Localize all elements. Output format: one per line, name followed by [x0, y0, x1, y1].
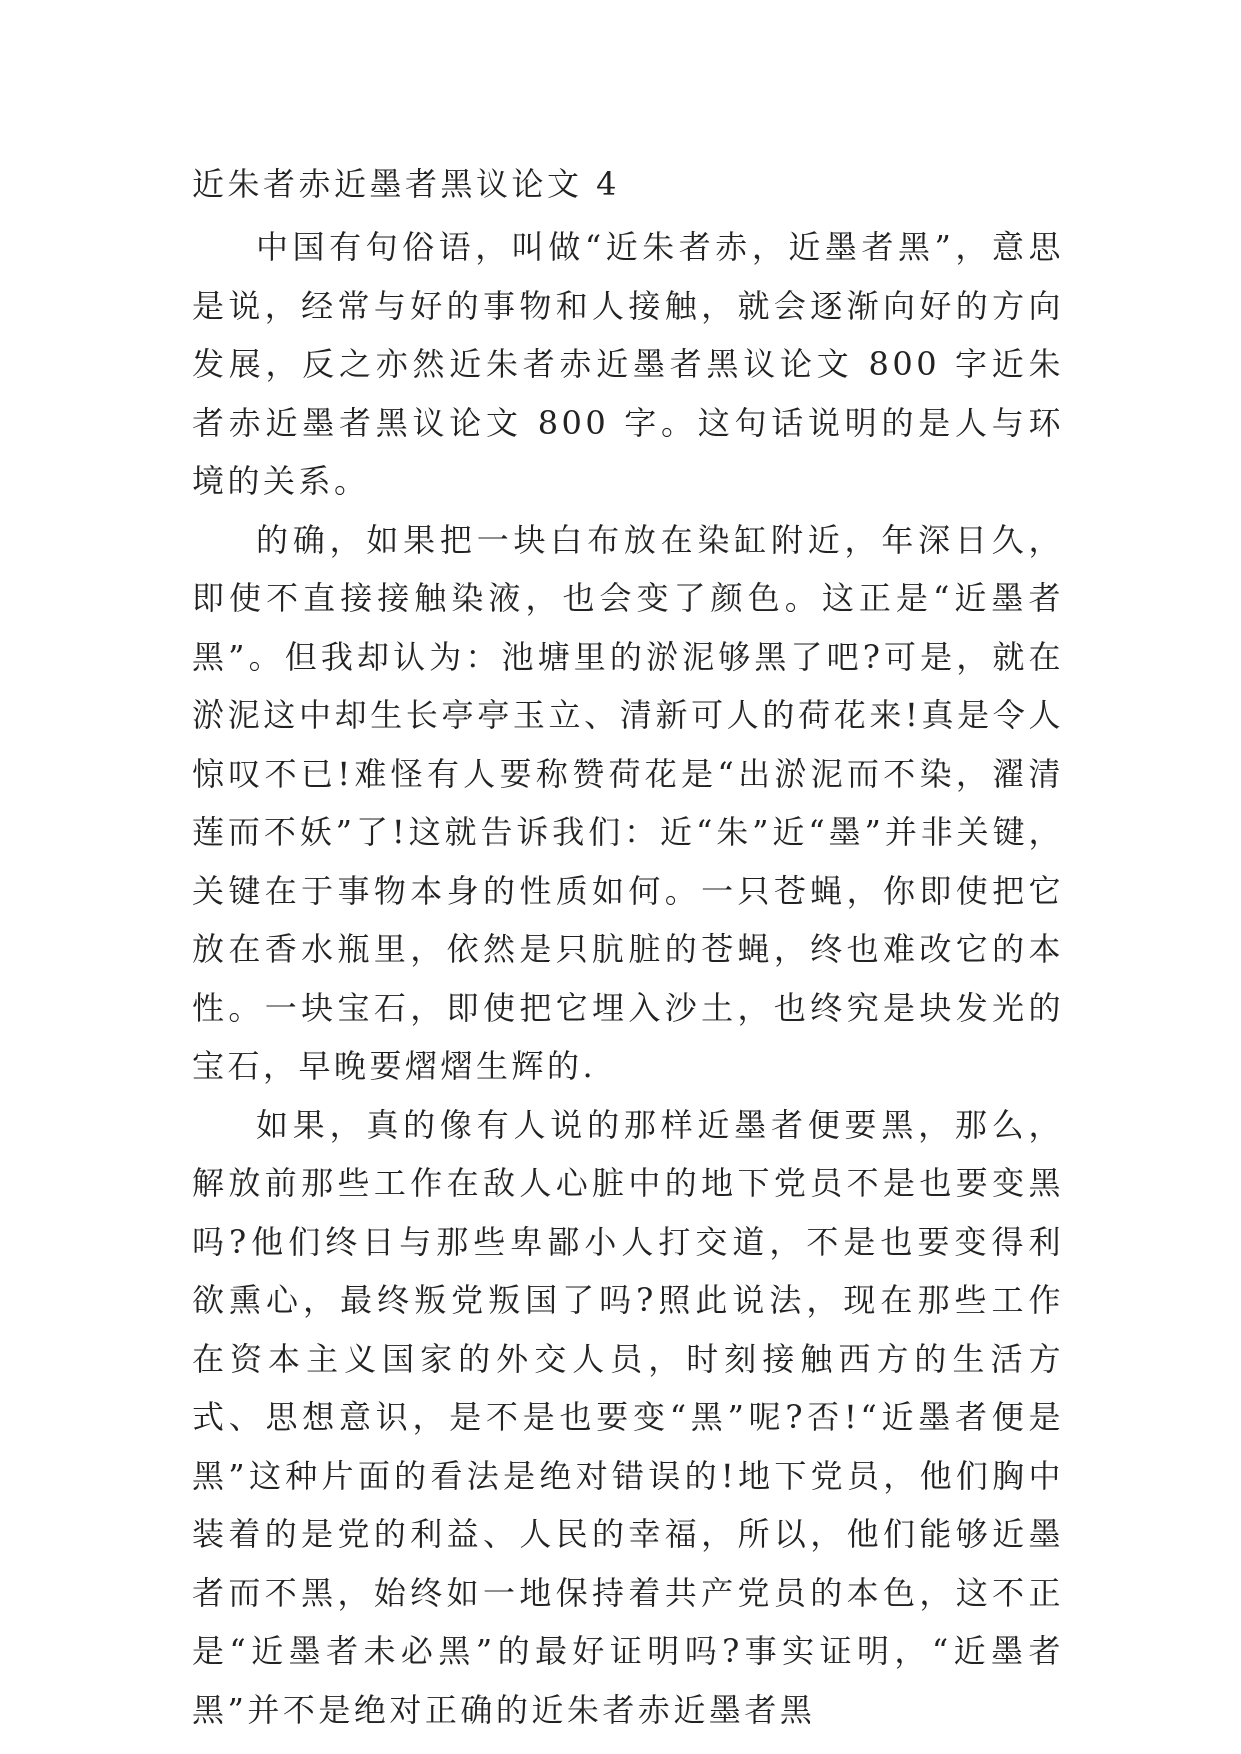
paragraph-3: 如果，真的像有人说的那样近墨者便要黑，那么，解放前那些工作在敌人心脏中的地下党员不是也要变黑吗?他们终日与那些卑鄙小人打交道，不是也要变得利欲熏心，最终叛党叛国了吗?照此说法，现在那些工作在资本主义国家的外交人员，时刻接触西方的生活方式、思想意识，是不是也要变“黑”呢?否!“近墨者便是黑”这种片面的看法是绝对错误的!地下党员，他们胸中装着的是党的利益、人民的幸福，所以，他们能够近墨者而不黑，始终如一地保持着共产党员的本色，这不正是“近墨者未必黑”的最好证明吗?事实证明，“近墨者黑”并不是绝对正确的近朱者赤近墨者黑 — [192, 1105, 1064, 1729]
document-title: 近朱者赤近墨者黑议论文 4 — [192, 165, 621, 203]
paragraph-2: 的确，如果把一块白布放在染缸附近，年深日久，即使不直接接触染液，也会变了颜色。这正是“近墨者黑”。但我却认为：池塘里的淤泥够黑了吧?可是，就在淤泥这中却生长亭亭玉立、清新可人的荷花来!真是令人惊叹不已!难怪有人要称赞荷花是“出淤泥而不染，濯清莲而不妖”了!这就告诉我们：近“朱”近“墨”并非关键，关键在于事物本身的性质如何。一只苍蝇，你即使把它放在香水瓶里，依然是只肮脏的苍蝇，终也难改它的本性。一块宝石，即使把它埋入沙土，也终究是块发光的宝石，早晚要熠熠生辉的. — [192, 520, 1064, 1085]
document-body — [192, 162, 1064, 1739]
paragraph-1: 中国有句俗语，叫做“近朱者赤，近墨者黑”，意思是说，经常与好的事物和人接触，就会逐渐向好的方向发展，反之亦然近朱者赤近墨者黑议论文 800 字近朱者赤近墨者黑议论文 800 字。这句话说明的是人与环境的关系。 — [192, 228, 1064, 500]
